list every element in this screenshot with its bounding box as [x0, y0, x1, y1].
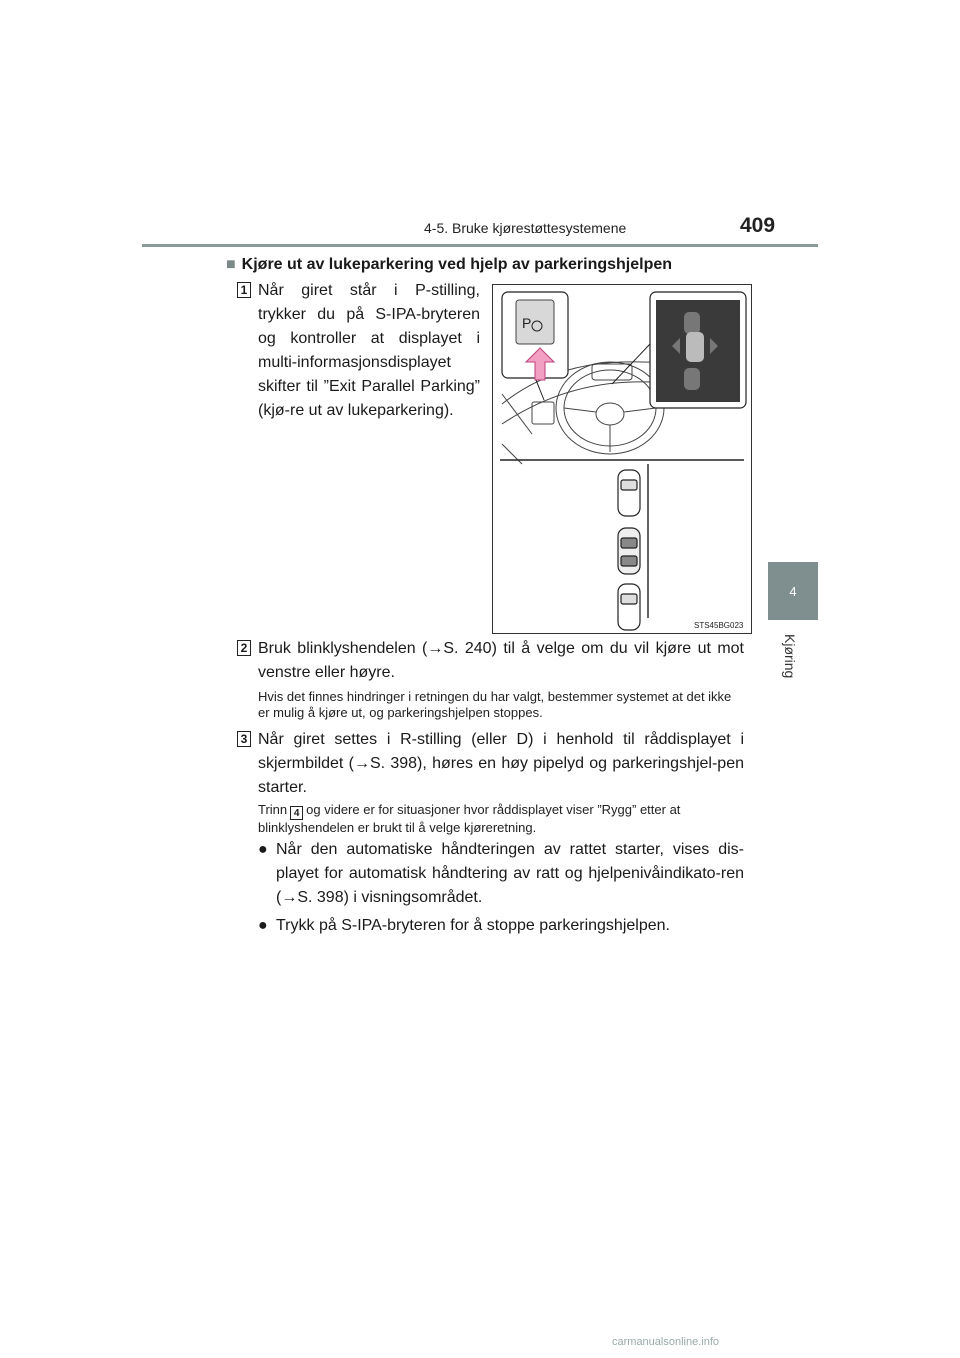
step-3-text: Når giret settes i R-stilling (eller D) i henhold til råddisplayet i skjermbildet (→S. 398), høres en høy pipelyd og parkeringshjel-pen starter.: [258, 731, 744, 796]
header-section-title: 4-5. Bruke kjørestøttesystemene: [424, 220, 627, 236]
step-3-bullets: [258, 838, 744, 938]
bullet-text: Når den automatiske håndteringen av rattet starter, vises dis-playet for automatisk håndtering av ratt og hjelpenivåindikato-ren (→S. 398) i visningsområdet.: [276, 841, 744, 906]
header-rule: [142, 244, 818, 247]
page-number: 409: [740, 214, 776, 237]
chapter-label: Kjøring: [782, 634, 798, 679]
heading-marker: ■: [226, 256, 236, 273]
bullet-dot: ●: [258, 917, 268, 934]
section-heading: [226, 256, 672, 274]
step-number-2: 2: [237, 640, 251, 656]
step-2-text: Bruk blinklyshendelen (→S. 240) til å velge om du vil kjøre ut mot venstre eller høyre.: [258, 640, 744, 681]
step-2-note: Hvis det finnes hindringer i retningen du har valgt, bestemmer systemet at det ikke er mulig å kjøre ut, og parkeringshjelpen stoppes.: [258, 689, 732, 720]
step-3-note-suffix: og videre er for situasjoner hvor råddisplayet viser ”Rygg” etter at blinklyshendelen er brukt til å velge kjøreretning.: [258, 802, 681, 835]
bullet-item: [258, 838, 744, 910]
step-number-3: 3: [237, 731, 251, 747]
chapter-tab: 4: [768, 562, 818, 620]
bullet-dot: ●: [258, 841, 268, 858]
parking-assist-illustration: [492, 284, 752, 634]
step-number-1: 1: [237, 282, 251, 298]
bullet-item: [258, 914, 744, 938]
step-1-text: Når giret står i P-stilling, trykker du på S-IPA-bryteren og kontroller at displayet i multi-informasjonsdisplayet skifter til ”Exit Parallel Parking” (kjø-re ut av lukeparkering).: [258, 282, 480, 419]
heading-text: Kjøre ut av lukeparkering ved hjelp av parkeringshjelpen: [241, 256, 673, 273]
bullet-text: Trykk på S-IPA-bryteren for å stoppe parkeringshjelpen.: [276, 917, 670, 934]
watermark: carmanualsonline.info: [612, 1336, 720, 1348]
illustration-code: STS45BG023: [694, 621, 744, 630]
button-label: P: [522, 315, 532, 331]
step-3-note: [258, 802, 744, 836]
step-3-note-prefix: Trinn: [258, 802, 288, 817]
step-4-reference-box: 4: [290, 806, 303, 820]
